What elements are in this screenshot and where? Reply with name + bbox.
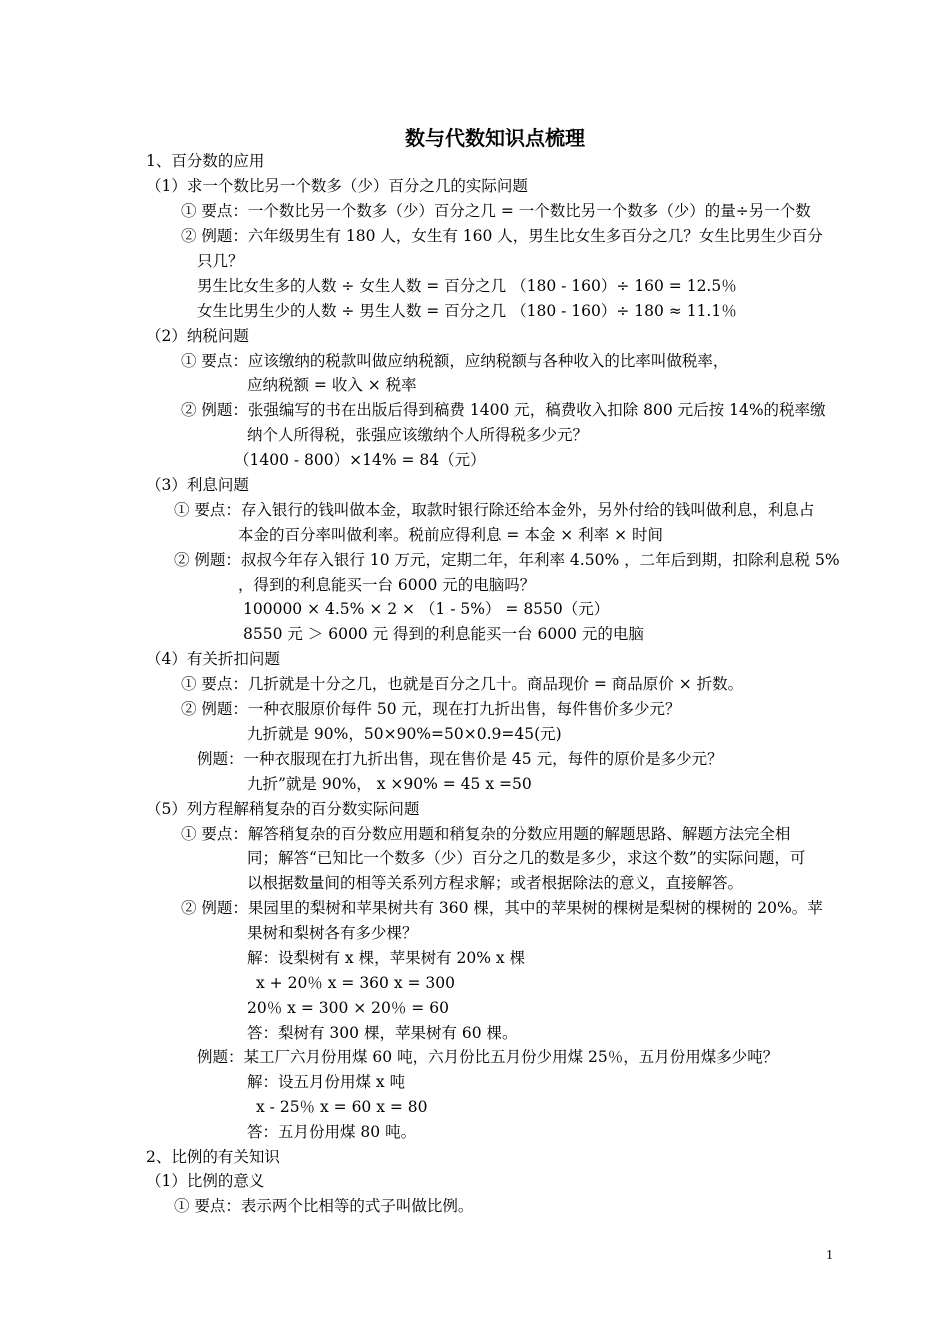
key-point: ① 要点：存入银行的钱叫做本金，取款时银行除还给本金外，另外付给的钱叫做利息，利息占 (174, 501, 815, 519)
key-point: ① 要点：解答稍复杂的百分数应用题和稍复杂的分数应用题的解题思路、解题方法完全相 (181, 825, 791, 843)
text-line: 同；解答“已知比一个数多（少）百分之几的数是多少，求这个数”的实际问题，可 (247, 849, 806, 867)
formula-line: 应纳税额 = 收入 × 税率 (247, 376, 417, 394)
text-line: 只几？ (197, 252, 244, 270)
formula-line: 100000 × 4.5% × 2 × （1 - 5%） = 8550（元） (243, 600, 610, 618)
subsection-heading: （4）有关折扣问题 (146, 650, 280, 668)
page-title: 数与代数知识点梳理 (405, 126, 585, 150)
text-line: 纳个人所得税，张强应该缴纳个人所得税多少元？ (247, 426, 589, 444)
text-line: 以根据数量间的相等关系列方程求解；或者根据除法的意义，直接解答。 (247, 874, 744, 892)
example: ② 例题：六年级男生有 180 人，女生有 160 人，男生比女生多百分之几？女生比男生少百分 (181, 227, 823, 245)
answer-line: 答：五月份用煤 80 吨。 (247, 1123, 417, 1141)
formula-line: 20％ x = 300 × 20％ = 60 (247, 999, 449, 1017)
key-point: ① 要点：应该缴纳的税款叫做应纳税额，应纳税额与各种收入的比率叫做税率， (181, 352, 729, 370)
formula-line: （1400 - 800）×14% = 84（元） (234, 451, 486, 469)
formula-line: 解：设梨树有 x 棵，苹果树有 20% x 棵 (247, 949, 526, 967)
text-line: 果树和梨树各有多少棵？ (247, 924, 418, 942)
formula-line: 解：设五月份用煤 x 吨 (247, 1073, 406, 1091)
key-point: ① 要点：几折就是十分之几，也就是百分之几十。商品现价 = 商品原价 × 折数。 (181, 675, 744, 693)
key-point: ① 要点：表示两个比相等的式子叫做比例。 (174, 1197, 474, 1215)
example: ② 例题：一种衣服原价每件 50 元，现在打九折出售，每件售价多少元？ (181, 700, 681, 718)
text-line: ，得到的利息能买一台 6000 元的电脑吗？ (238, 576, 536, 594)
answer-line: 答：梨树有 300 棵，苹果树有 60 棵。 (247, 1024, 518, 1042)
example: ② 例题：张强编写的书在出版后得到稿费 1400 元，稿费收入扣除 800 元后按 14%的税率缴 (181, 401, 826, 419)
formula-line: x + 20％ x = 360 x = 300 (256, 974, 455, 992)
example: 例题：一种衣服现在打九折出售，现在售价是 45 元，每件的原价是多少元？ (197, 750, 723, 768)
section-heading-1: 1、百分数的应用 (146, 152, 265, 170)
formula-line: x - 25％ x = 60 x = 80 (256, 1098, 428, 1116)
formula-line: 男生比女生多的人数 ÷ 女生人数 = 百分之几 （180 - 160）÷ 160 = 12.5％ (197, 277, 737, 295)
example: 例题：某工厂六月份用煤 60 吨，六月份比五月份少用煤 25％，五月份用煤多少吨？ (197, 1048, 779, 1066)
formula-line: 九折就是 90%，50×90%=50×0.9=45(元) (247, 725, 562, 743)
subsection-heading: （3）利息问题 (146, 476, 249, 494)
key-point: ① 要点：一个数比另一个数多（少）百分之几 = 一个数比另一个数多（少）的量÷另一个数 (181, 202, 811, 220)
formula-line: 8550 元 ＞ 6000 元 得到的利息能买一台 6000 元的电脑 (243, 625, 644, 643)
subsection-heading: （2）纳税问题 (146, 327, 249, 345)
subsection-heading: （1）比例的意义 (146, 1172, 265, 1190)
example: ② 例题：果园里的梨树和苹果树共有 360 棵，其中的苹果树的棵树是梨树的棵树的 20%。苹 (181, 899, 823, 917)
subsection-heading: （5）列方程解稍复杂的百分数实际问题 (146, 800, 420, 818)
subsection-heading: （1）求一个数比另一个数多（少）百分之几的实际问题 (146, 177, 528, 195)
formula-line: 女生比男生少的人数 ÷ 男生人数 = 百分之几 （180 - 160）÷ 180 ≈ 11.1％ (197, 302, 737, 320)
example: ② 例题：叔叔今年存入银行 10 万元，定期二年，年利率 4.50% ，二年后到期，扣除利息税 5% (174, 551, 840, 569)
formula-line: 九折”就是 90%， x ×90% = 45 x =50 (247, 775, 532, 793)
page-number: 1 (826, 1248, 833, 1263)
text-line: 本金的百分率叫做利率。税前应得利息 = 本金 × 利率 × 时间 (238, 526, 664, 544)
section-heading-2: 2、比例的有关知识 (146, 1148, 280, 1166)
